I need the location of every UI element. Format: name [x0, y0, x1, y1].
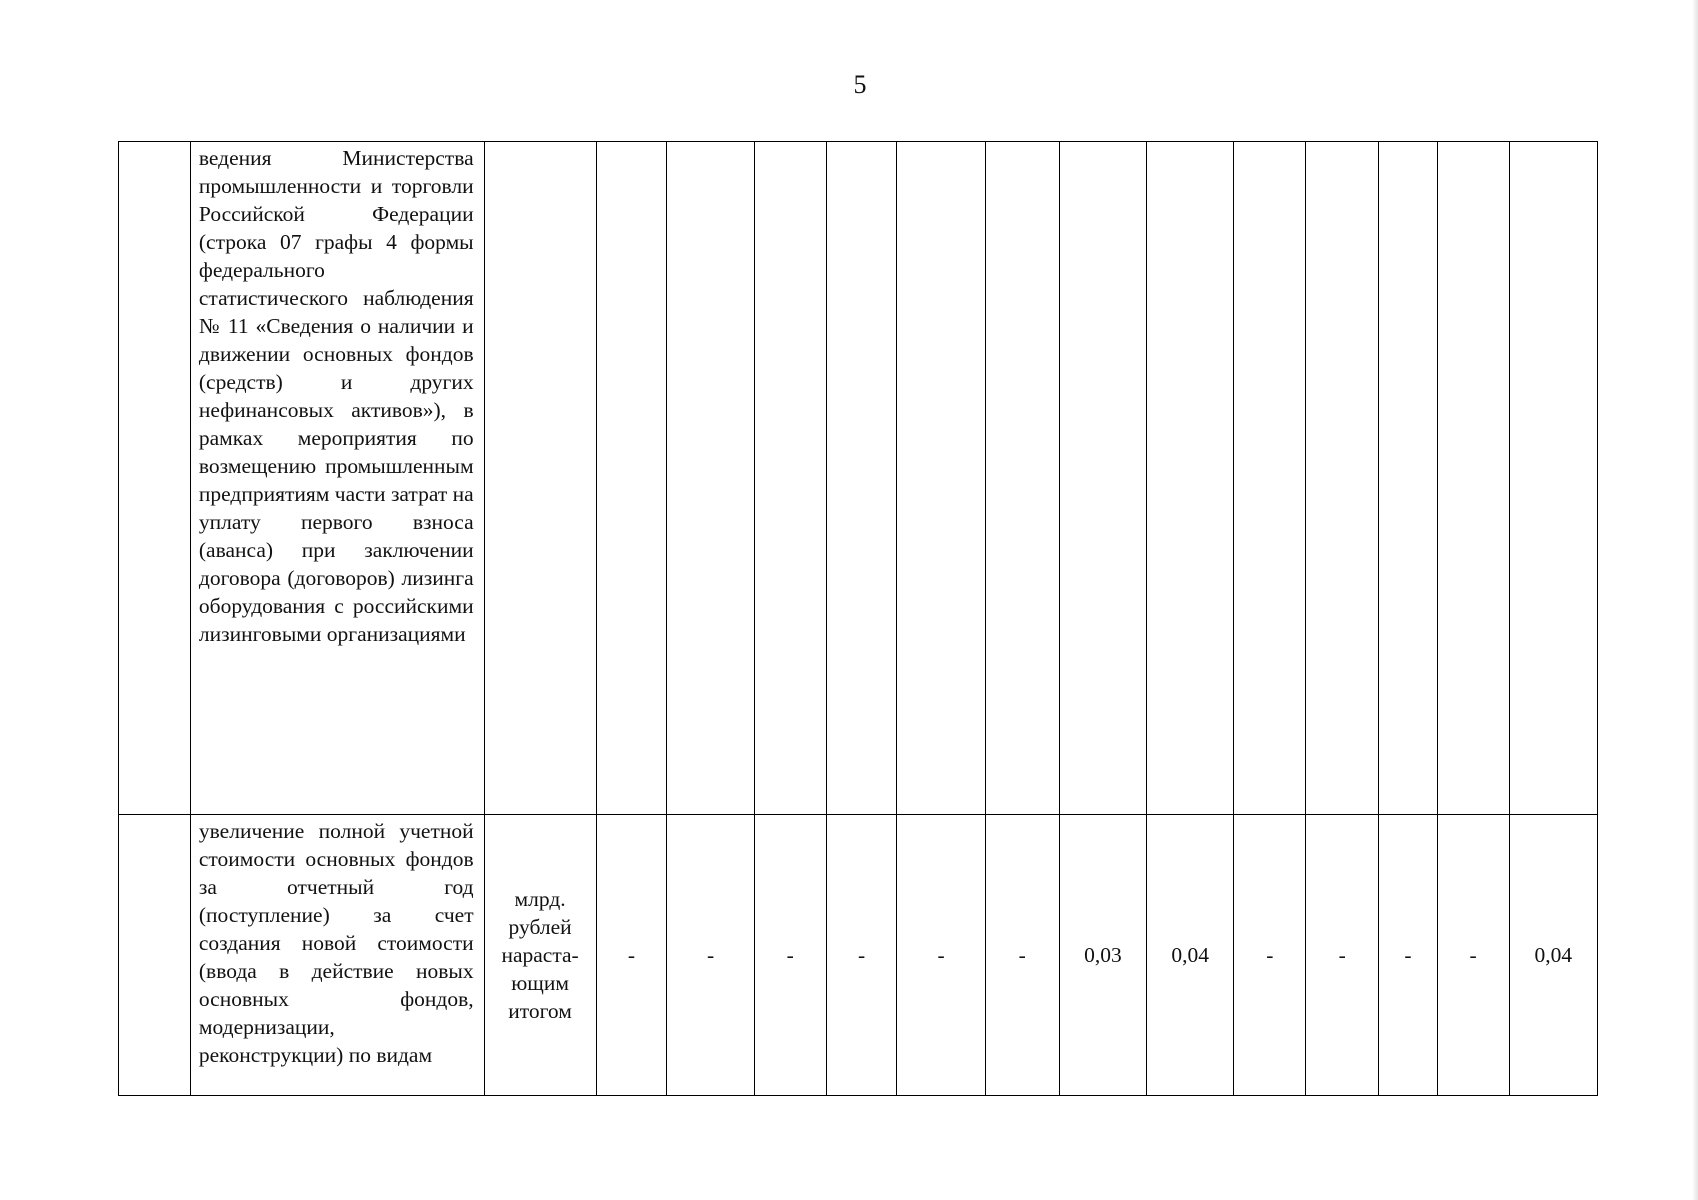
indicator-description-cell: [190, 142, 484, 815]
value-cell: [1059, 142, 1146, 815]
value-cell: -: [596, 815, 667, 1096]
unit-cell: млрд. рублей нараста-ющим итогом: [484, 815, 596, 1096]
value-cell: -: [1379, 815, 1438, 1096]
unit-cell: [484, 142, 596, 815]
table-row: [119, 815, 1598, 1096]
value-cell: -: [1234, 815, 1306, 1096]
value-cell: [1234, 142, 1306, 815]
indicator-description-text: увеличение полной учетной стоимости основных фондов за отчетный год (поступление) за счет создания новой стоимости (ввода в действие новых основных фондов, модернизации, реконструкции) по видам: [198, 819, 474, 1067]
value-cell: -: [897, 815, 985, 1096]
indicator-description-cell: [190, 815, 484, 1096]
value-cell: [754, 142, 826, 815]
row-number-cell: [119, 815, 191, 1096]
value-cell: [826, 142, 897, 815]
value-cell: -: [826, 815, 897, 1096]
value-cell: -: [1437, 815, 1509, 1096]
value-cell: [985, 142, 1059, 815]
value-cell: [1306, 142, 1379, 815]
value-cell: [667, 142, 754, 815]
value-cell: 0,04: [1147, 815, 1234, 1096]
value-cell: [897, 142, 985, 815]
table-row: [119, 142, 1598, 815]
row-number-cell: [119, 142, 191, 815]
value-cell: -: [1306, 815, 1379, 1096]
value-cell: [1147, 142, 1234, 815]
value-cell: [596, 142, 667, 815]
page-number: [0, 70, 1698, 100]
value-cell: 0,04: [1509, 815, 1597, 1096]
value-cell: -: [985, 815, 1059, 1096]
indicator-table: [118, 141, 1598, 1096]
page-number-text: 5: [853, 70, 867, 99]
scan-edge: [1692, 0, 1698, 1200]
value-cell: [1437, 142, 1509, 815]
value-cell: [1509, 142, 1597, 815]
value-cell: -: [667, 815, 754, 1096]
value-cell: -: [754, 815, 826, 1096]
indicator-description-text: ведения Министерства промышленности и торговли Российской Федерации (строка 07 графы 4 формы федерального статистического наблюдения № 11 «Сведения о наличии и движении основных фондов (средств) и других нефинансовых активов»), в рамках мероприятия по возмещению промышленным предприятиям части затрат на уплату первого взноса (аванса) при заключении договора (договоров) лизинга оборудования с российскими лизинговыми организациями: [198, 146, 474, 646]
value-cell: [1379, 142, 1438, 815]
value-cell: 0,03: [1059, 815, 1146, 1096]
